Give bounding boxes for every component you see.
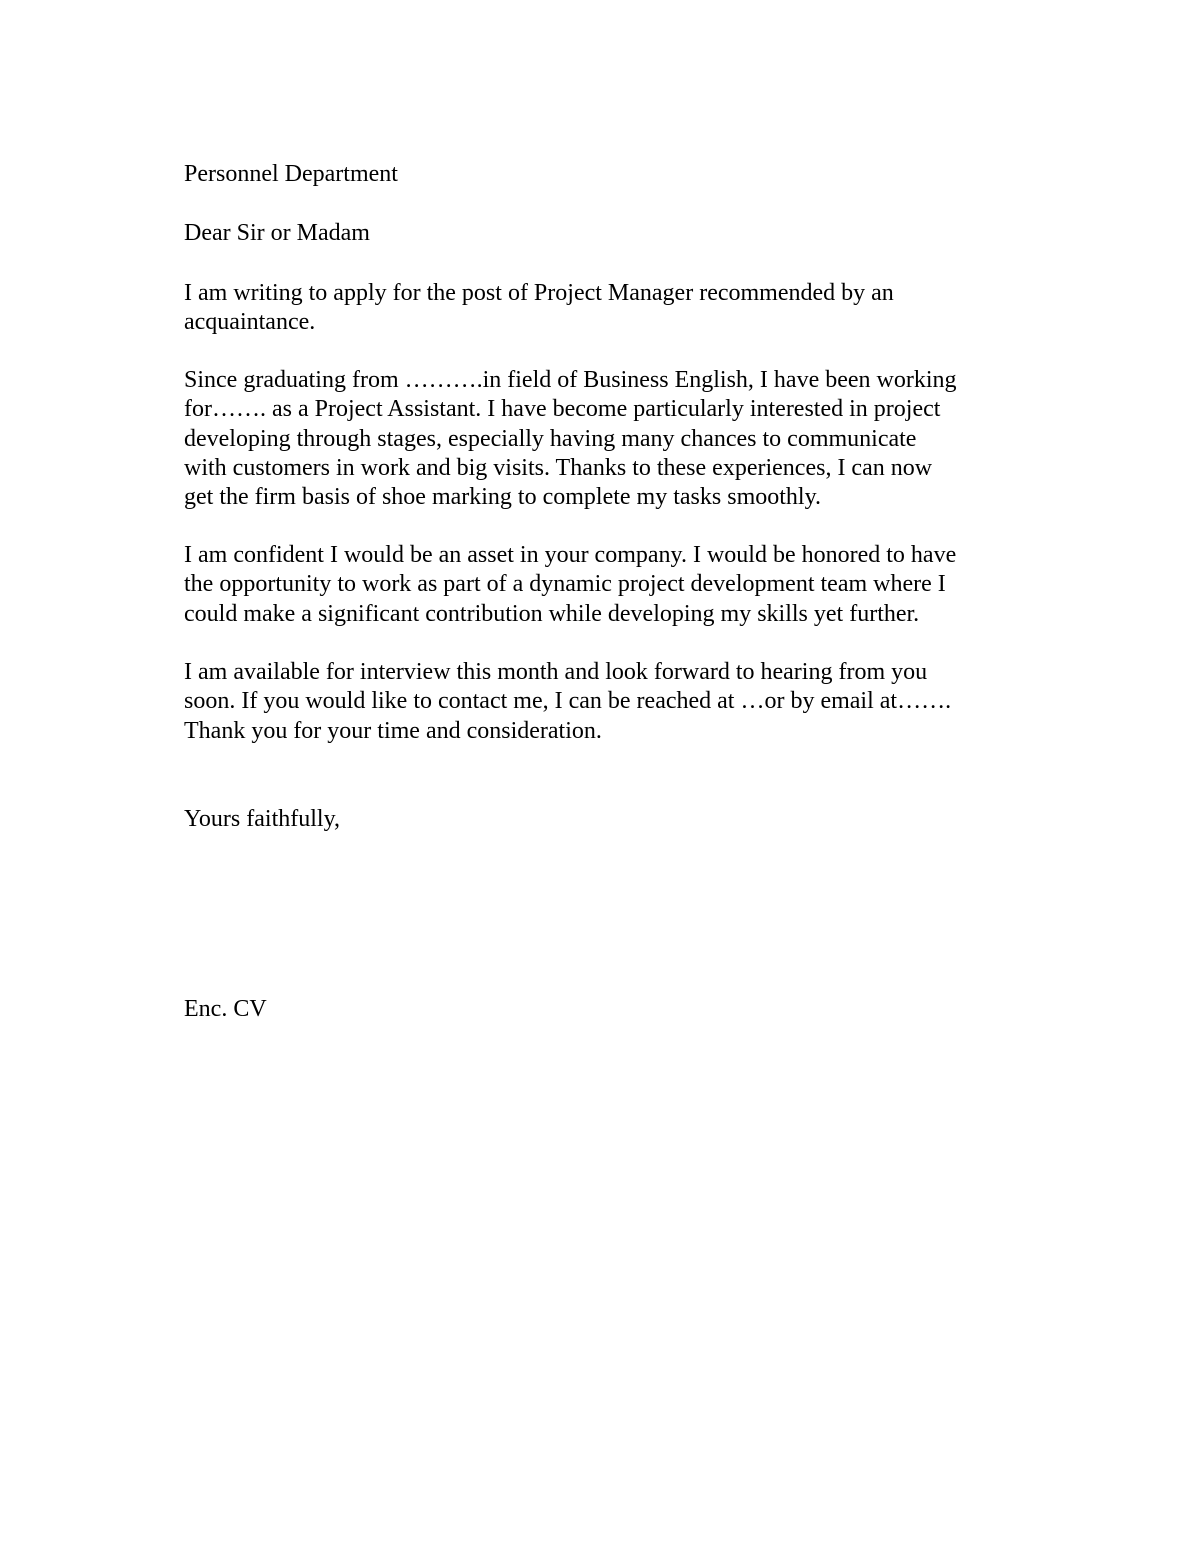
paragraph-line: I am writing to apply for the post of Project Manager recommended by an [184,280,894,306]
paragraph-line: I am available for interview this month and look forward to hearing from you [184,659,928,685]
paragraph-application [184,279,1024,338]
paragraph-line: Since graduating from ……….in field of Business English, I have been working [184,367,957,393]
paragraph-line: I am confident I would be an asset in your company. I would be honored to have [184,542,957,568]
paragraph-line: acquaintance. [184,309,316,336]
paragraph-experience [184,366,1024,512]
department-heading: Personnel Department [184,161,398,187]
paragraph-confidence [184,541,1024,629]
salutation: Dear Sir or Madam [184,220,370,246]
paragraph-line: could make a significant contribution while developing my skills yet further. [184,600,920,627]
paragraph-line: the opportunity to work as part of a dynamic project development team where I [184,571,946,598]
paragraph-line: Thank you for your time and consideration. [184,717,602,744]
paragraph-line: get the firm basis of shoe marking to complete my tasks smoothly. [184,484,822,511]
enclosure-note: Enc. CV [184,996,267,1022]
paragraph-line: soon. If you would like to contact me, I can be reached at …or by email at……. [184,688,952,715]
paragraph-availability [184,658,1024,746]
closing: Yours faithfully, [184,806,341,832]
paragraph-line: developing through stages, especially having many chances to communicate [184,425,917,452]
paragraph-line: with customers in work and big visits. Thanks to these experiences, I can now [184,454,933,481]
paragraph-line: for……. as a Project Assistant. I have become particularly interested in project [184,396,941,423]
